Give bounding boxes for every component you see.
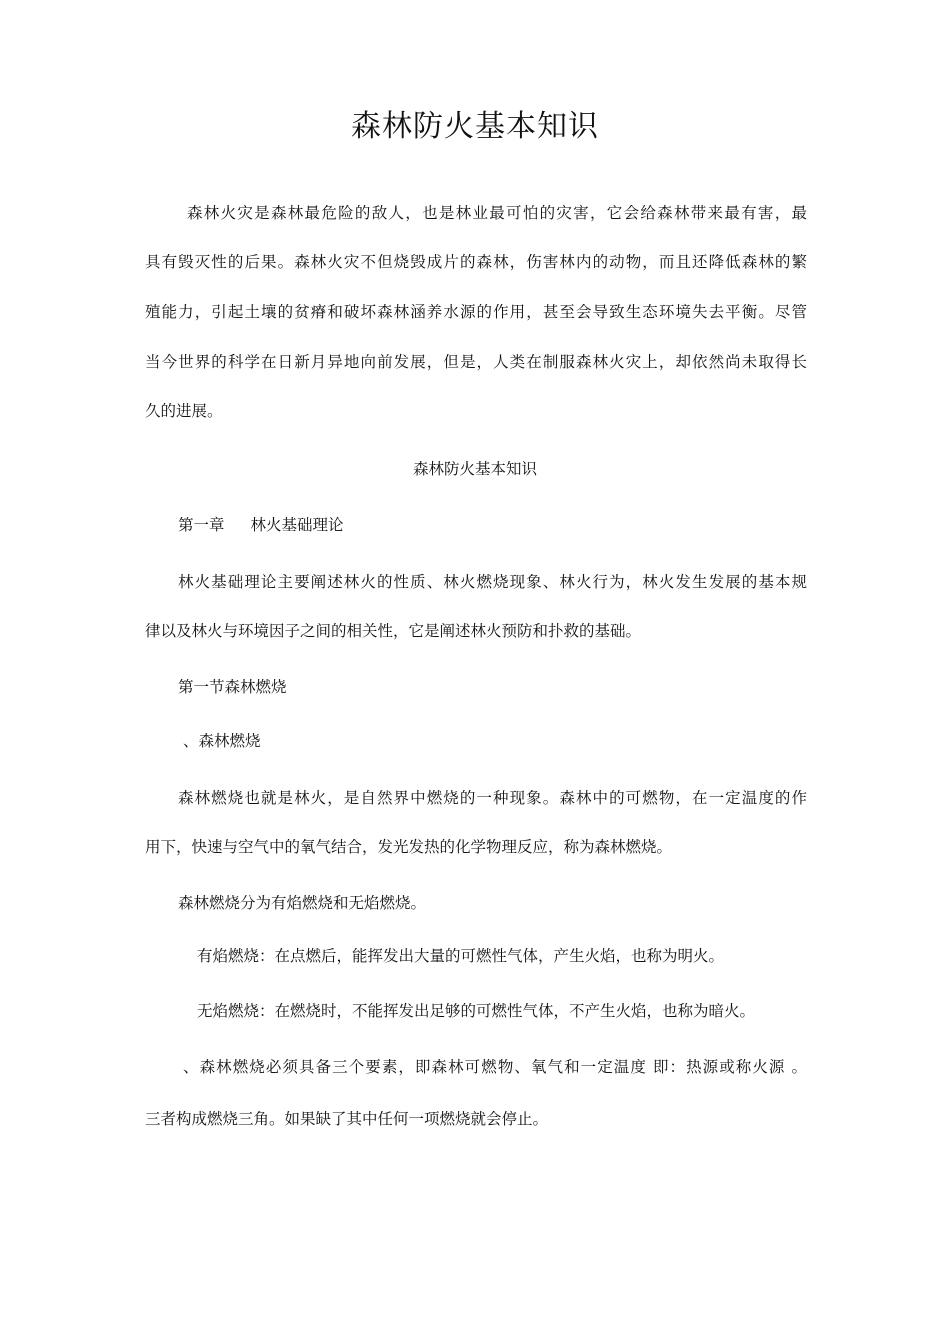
elements-line-1: 、森林燃烧必须具备三个要素，即森林可燃物、氧气和一定温度 即：热源或称火源 。 [183,1058,807,1076]
flaming-combustion-text: 有焰燃烧：在点燃后，能挥发出大量的可燃性气体，产生火焰，也称为明火。 [197,947,725,965]
chapter-title: 林火基础理论 [250,516,344,534]
intro-line-4: 当今世界的科学在日新月异地向前发展，但是，人类在制服森林火灾上，却依然尚未取得长 [145,353,807,371]
chapter-number: 第一章 [178,516,225,534]
subsection-heading: 、森林燃烧 [183,732,261,750]
document-subtitle: 森林防火基本知识 [412,460,537,478]
document-title: 森林防火基本知识 [351,109,599,144]
intro-line-3: 殖能力，引起土壤的贫瘠和破坏森林涵养水源的作用，甚至会导致生态环境失去平衡。尽管 [145,303,807,321]
elements-line-2: 三者构成燃烧三角。如果缺了其中任何一项燃烧就会停止。 [145,1110,549,1128]
definition-line-1: 森林燃烧也就是林火，是自然界中燃烧的一种现象。森林中的可燃物，在一定温度的作 [178,789,807,807]
chapter-heading [145,513,807,537]
definition-line-2: 用下，快速与空气中的氧气结合，发光发热的化学物理反应，称为森林燃烧。 [145,838,673,856]
chapter-para-line-1: 林火基础理论主要阐述林火的性质、林火燃烧现象、林火行为，林火发生发展的基本规 [178,573,807,591]
intro-line-5: 久的进展。 [145,402,223,420]
intro-line-1: 森林火灾是森林最危险的敌人，也是林业最可怕的灾害，它会给森林带来最有害，最 [187,204,807,222]
intro-line-2: 具有毁灭性的后果。森林火灾不但烧毁成片的森林，伤害林内的动物，而且还降低森林的繁 [145,253,807,271]
chapter-para-line-2: 律以及林火与环境因子之间的相关性，它是阐述林火预防和扑救的基础。 [145,622,642,640]
flameless-combustion-text: 无焰燃烧：在燃烧时，不能挥发出足够的可燃性气体，不产生火焰，也称为暗火。 [197,1002,756,1020]
classification-text: 森林燃烧分为有焰燃烧和无焰燃烧。 [178,894,427,912]
section-heading: 第一节森林燃烧 [178,678,287,696]
